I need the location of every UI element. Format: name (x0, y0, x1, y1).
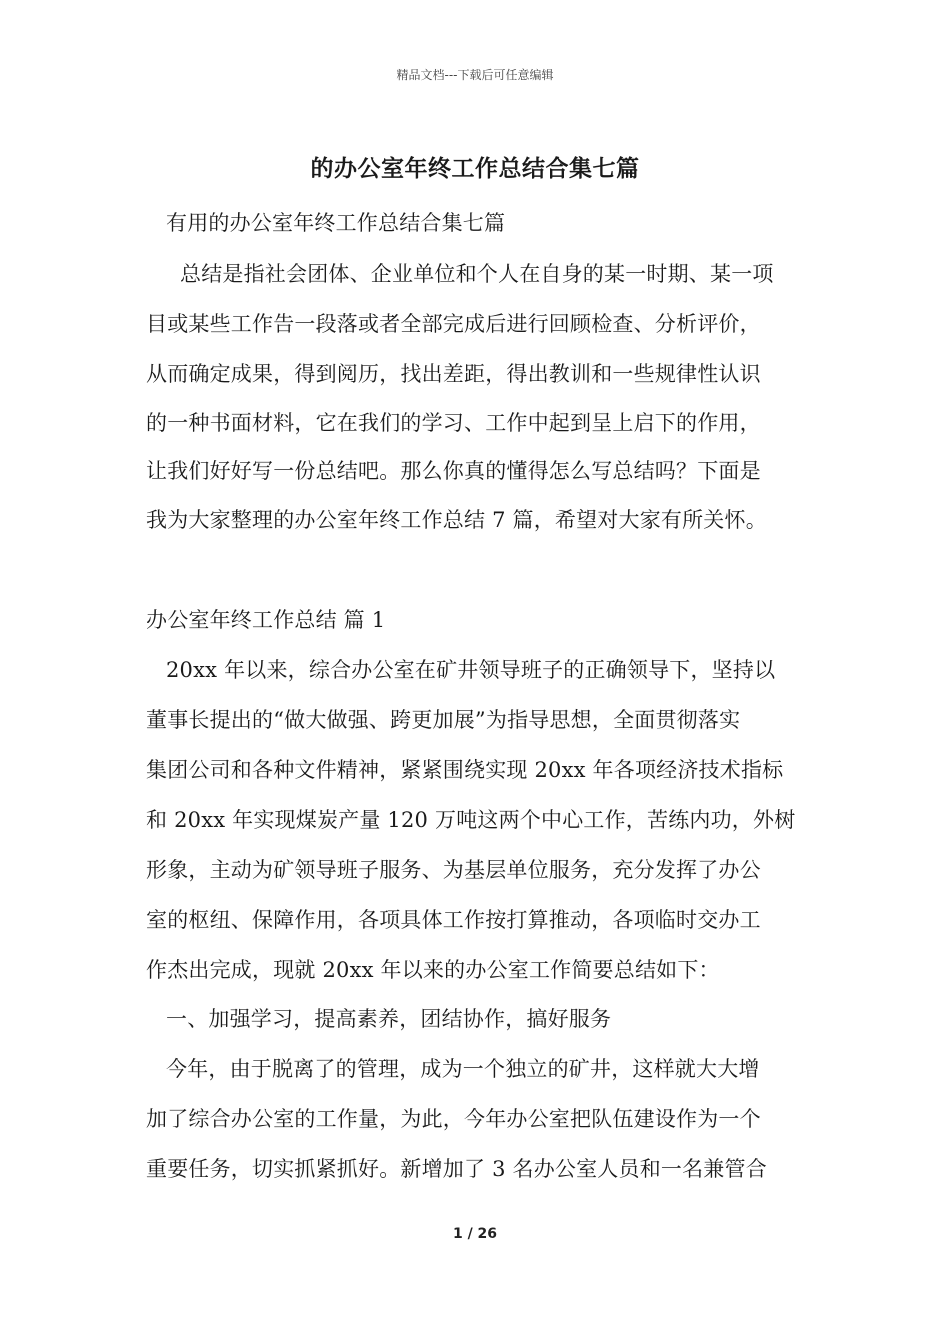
paragraph-line: 集团公司和各种文件精神，紧紧围绕实现 20xx 年各项经济技术指标 (146, 758, 784, 782)
paragraph-line: 20xx 年以来，综合办公室在矿井领导班子的正确领导下，坚持以 (166, 658, 776, 682)
paragraph-line: 形象，主动为矿领导班子服务、为基层单位服务，充分发挥了办公 (146, 858, 761, 882)
paragraph-line: 今年，由于脱离了的管理，成为一个独立的矿井，这样就大大增 (166, 1057, 760, 1081)
paragraph-line: 和 20xx 年实现煤炭产量 120 万吨这两个中心工作，苦练内功，外树 (146, 808, 796, 832)
paragraph-line: 加了综合办公室的工作量，为此，今年办公室把队伍建设作为一个 (146, 1107, 761, 1131)
paragraph-line: 的一种书面材料，它在我们的学习、工作中起到呈上启下的作用， (146, 411, 761, 435)
paragraph-line: 让我们好好写一份总结吧。那么你真的懂得怎么写总结吗？下面是 (146, 459, 761, 483)
subtitle-line: 有用的办公室年终工作总结合集七篇 (166, 211, 506, 235)
paragraph-line: 作杰出完成，现就 20xx 年以来的办公室工作简要总结如下： (146, 958, 720, 982)
paragraph-line: 重要任务，切实抓紧抓好。新增加了 3 名办公室人员和一名兼管合 (146, 1157, 767, 1181)
page-header: 精品文档---下载后可任意编辑 (396, 68, 554, 82)
paragraph-line: 我为大家整理的办公室年终工作总结 7 篇，希望对大家有所关怀。 (146, 508, 767, 532)
page-number: 1 / 26 (452, 1226, 498, 1242)
section-heading: 办公室年终工作总结 篇 1 (146, 608, 386, 632)
subsection-heading: 一、加强学习，提高素养，团结协作，搞好服务 (166, 1007, 612, 1031)
paragraph-line: 总结是指社会团体、企业单位和个人在自身的某一时期、某一项 (180, 262, 774, 286)
document-title: 的办公室年终工作总结合集七篇 (310, 155, 640, 182)
paragraph-line: 董事长提出的“做大做强、跨更加展”为指导思想，全面贯彻落实 (146, 708, 741, 732)
paragraph-line: 从而确定成果，得到阅历，找出差距，得出教训和一些规律性认识 (146, 362, 761, 386)
paragraph-line: 目或某些工作告一段落或者全部完成后进行回顾检查、分析评价， (146, 312, 761, 336)
paragraph-line: 室的枢纽、保障作用，各项具体工作按打算推动，各项临时交办工 (146, 908, 761, 932)
